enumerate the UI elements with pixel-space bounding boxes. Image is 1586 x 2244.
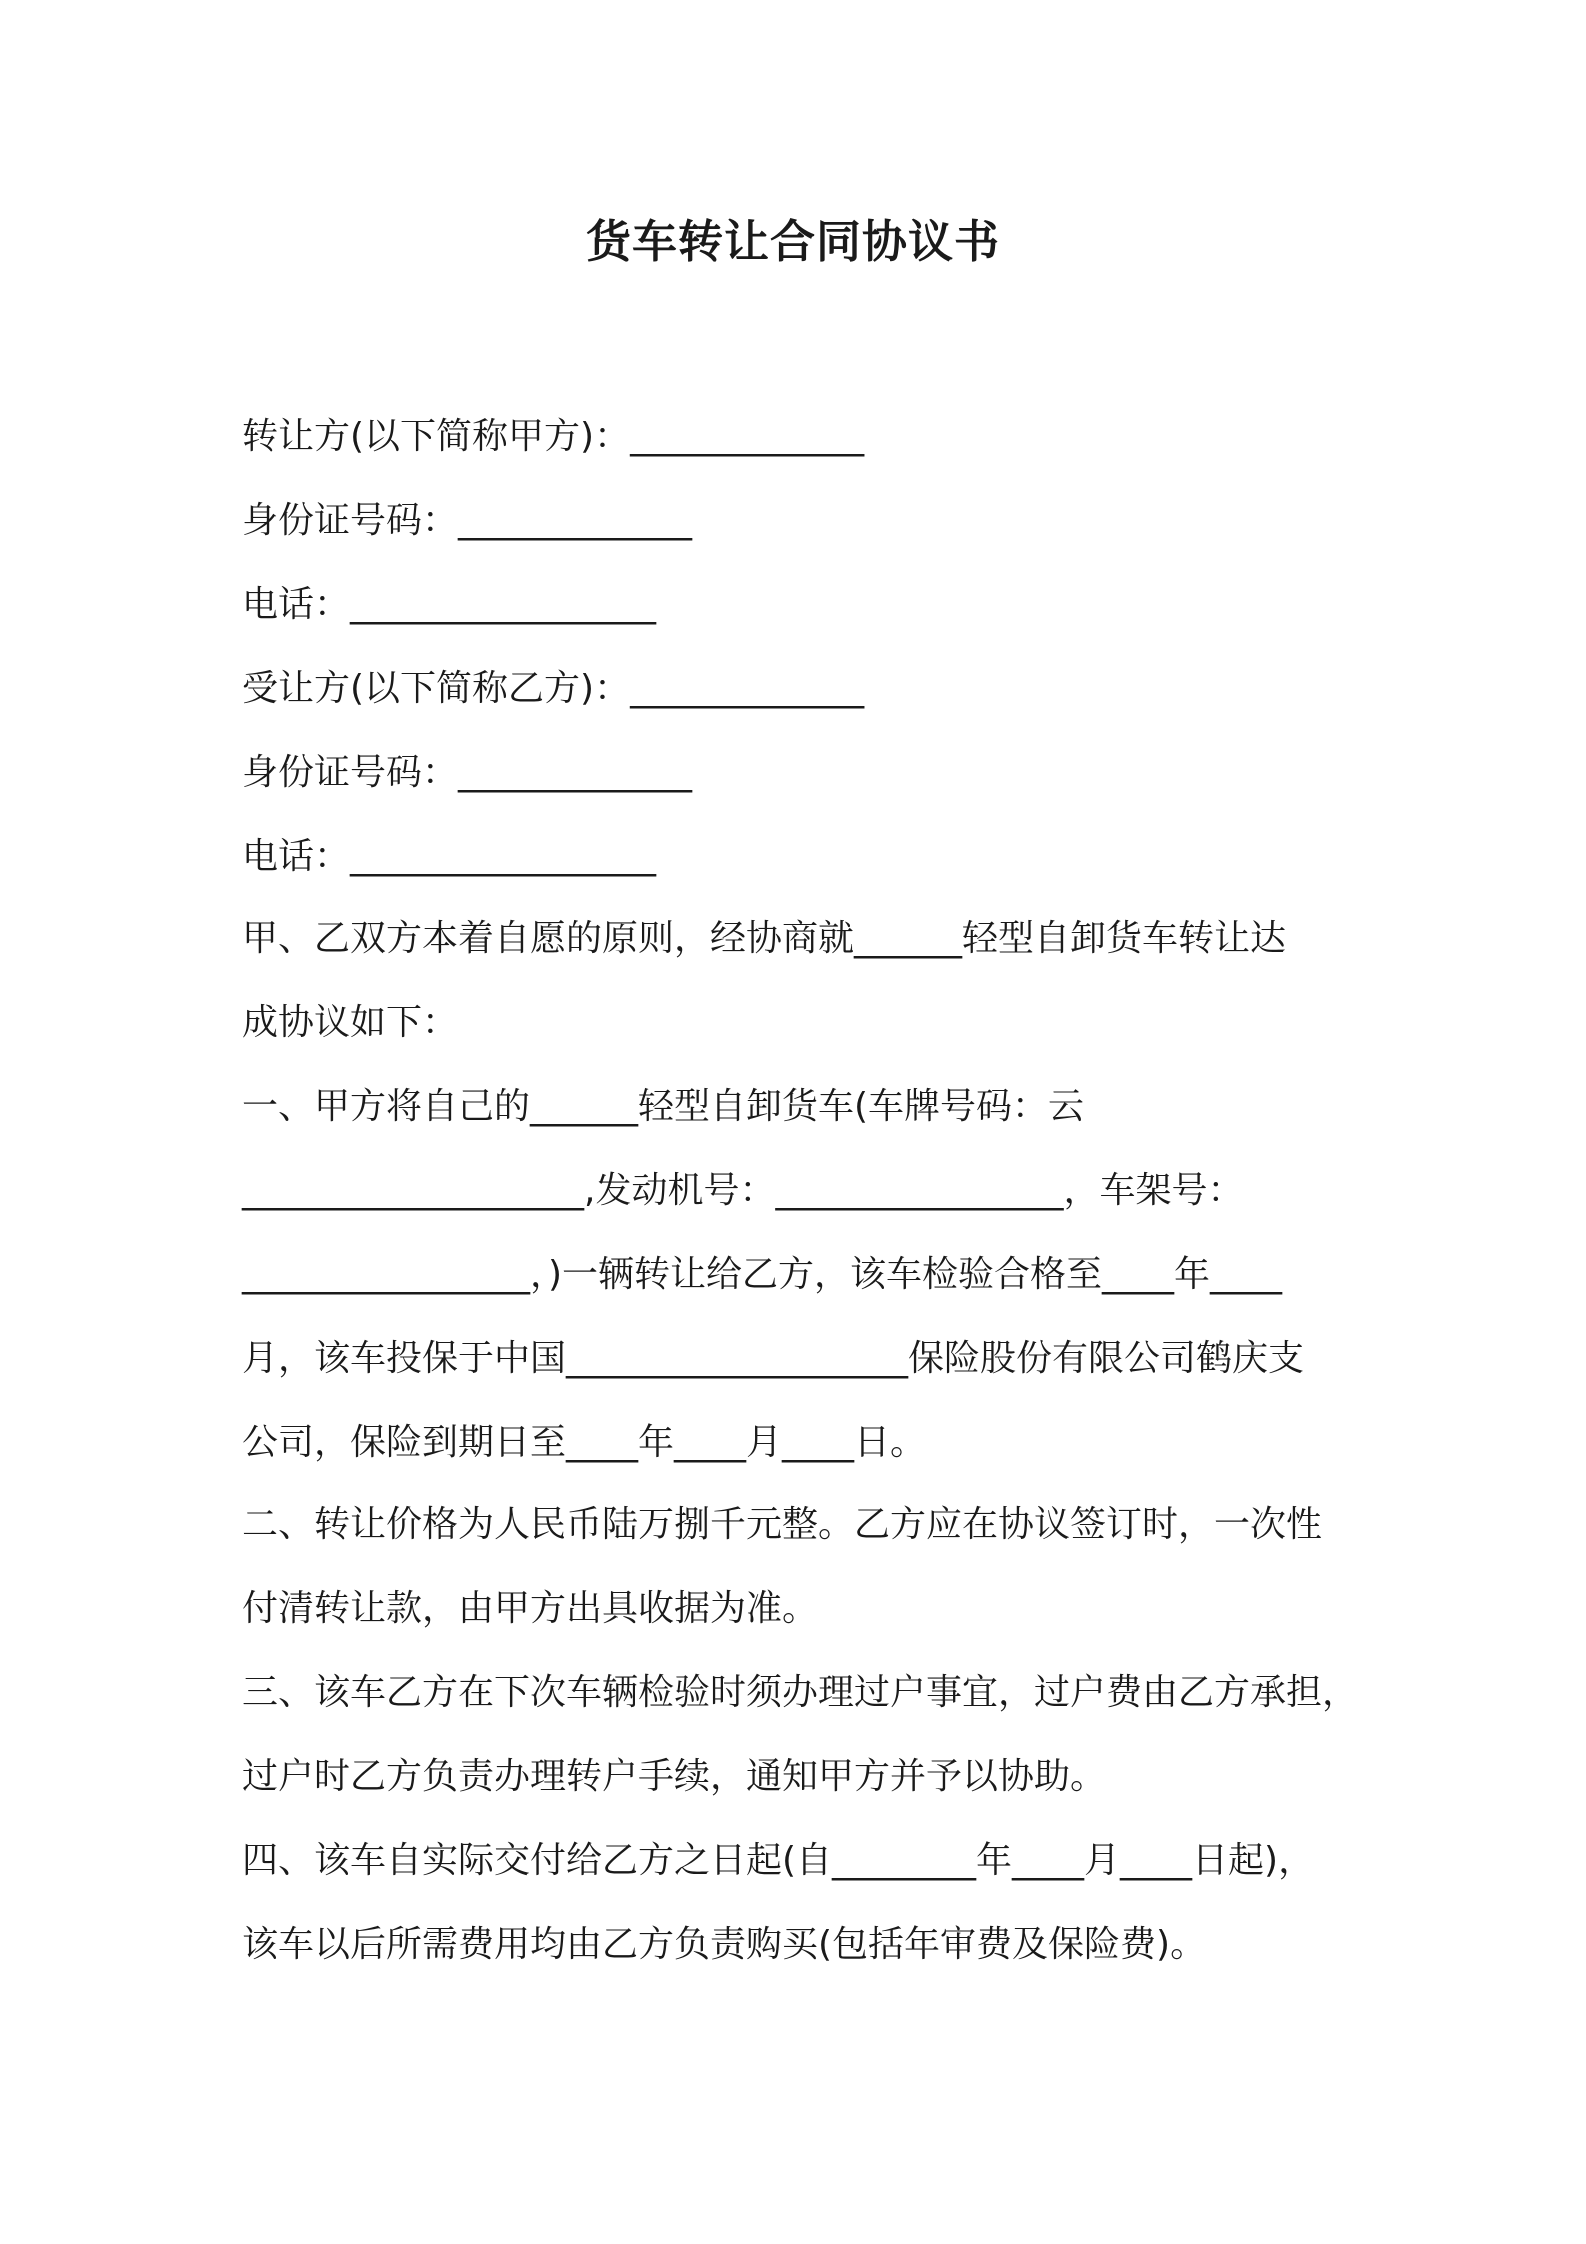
- party-a-phone-line: 电话：_________________: [242, 584, 657, 625]
- clause-1-line: ________________，)一辆转让给乙方，该车检验合格至____年____: [242, 1254, 1283, 1295]
- clause-3-line: 三、该车乙方在下次车辆检验时须办理过户事宜，过户费由乙方承担，: [242, 1672, 1359, 1713]
- clause-1-line: 公司，保险到期日至____年____月____日。: [242, 1422, 927, 1463]
- clause-1-line: ___________________,发动机号：________________，车架号：: [242, 1170, 1244, 1211]
- party-b-phone-line: 电话：_________________: [242, 836, 657, 877]
- clause-3-line: 过户时乙方负责办理转户手续，通知甲方并予以协助。: [242, 1756, 1107, 1797]
- clause-1-line: 月，该车投保于中国___________________保险股份有限公司鹤庆支: [242, 1338, 1305, 1379]
- party-a-id-line: 身份证号码：_____________: [242, 500, 693, 541]
- party-b-name-line: 受让方(以下简称乙方)：_____________: [242, 668, 865, 709]
- clause-1-line: 一、甲方将自己的______轻型自卸货车(车牌号码：云: [242, 1086, 1085, 1127]
- clause-2-line: 二、转让价格为人民币陆万捌千元整。乙方应在协议签订时，一次性: [242, 1504, 1323, 1545]
- clause-2-line: 付清转让款，由甲方出具收据为准。: [242, 1588, 819, 1629]
- clause-4-line: 四、该车自实际交付给乙方之日起(自________年____月____日起)，: [242, 1840, 1315, 1881]
- preamble-line: 甲、乙双方本着自愿的原则，经协商就______轻型自卸货车转让达: [242, 918, 1287, 959]
- party-b-id-line: 身份证号码：_____________: [242, 752, 693, 793]
- clause-4-line: 该车以后所需费用均由乙方负责购买(包括年审费及保险费)。: [242, 1924, 1207, 1965]
- party-a-name-line: 转让方(以下简称甲方)：_____________: [242, 416, 865, 457]
- document-title: 货车转让合同协议书: [585, 215, 1000, 268]
- preamble-line: 成协议如下：: [242, 1002, 459, 1043]
